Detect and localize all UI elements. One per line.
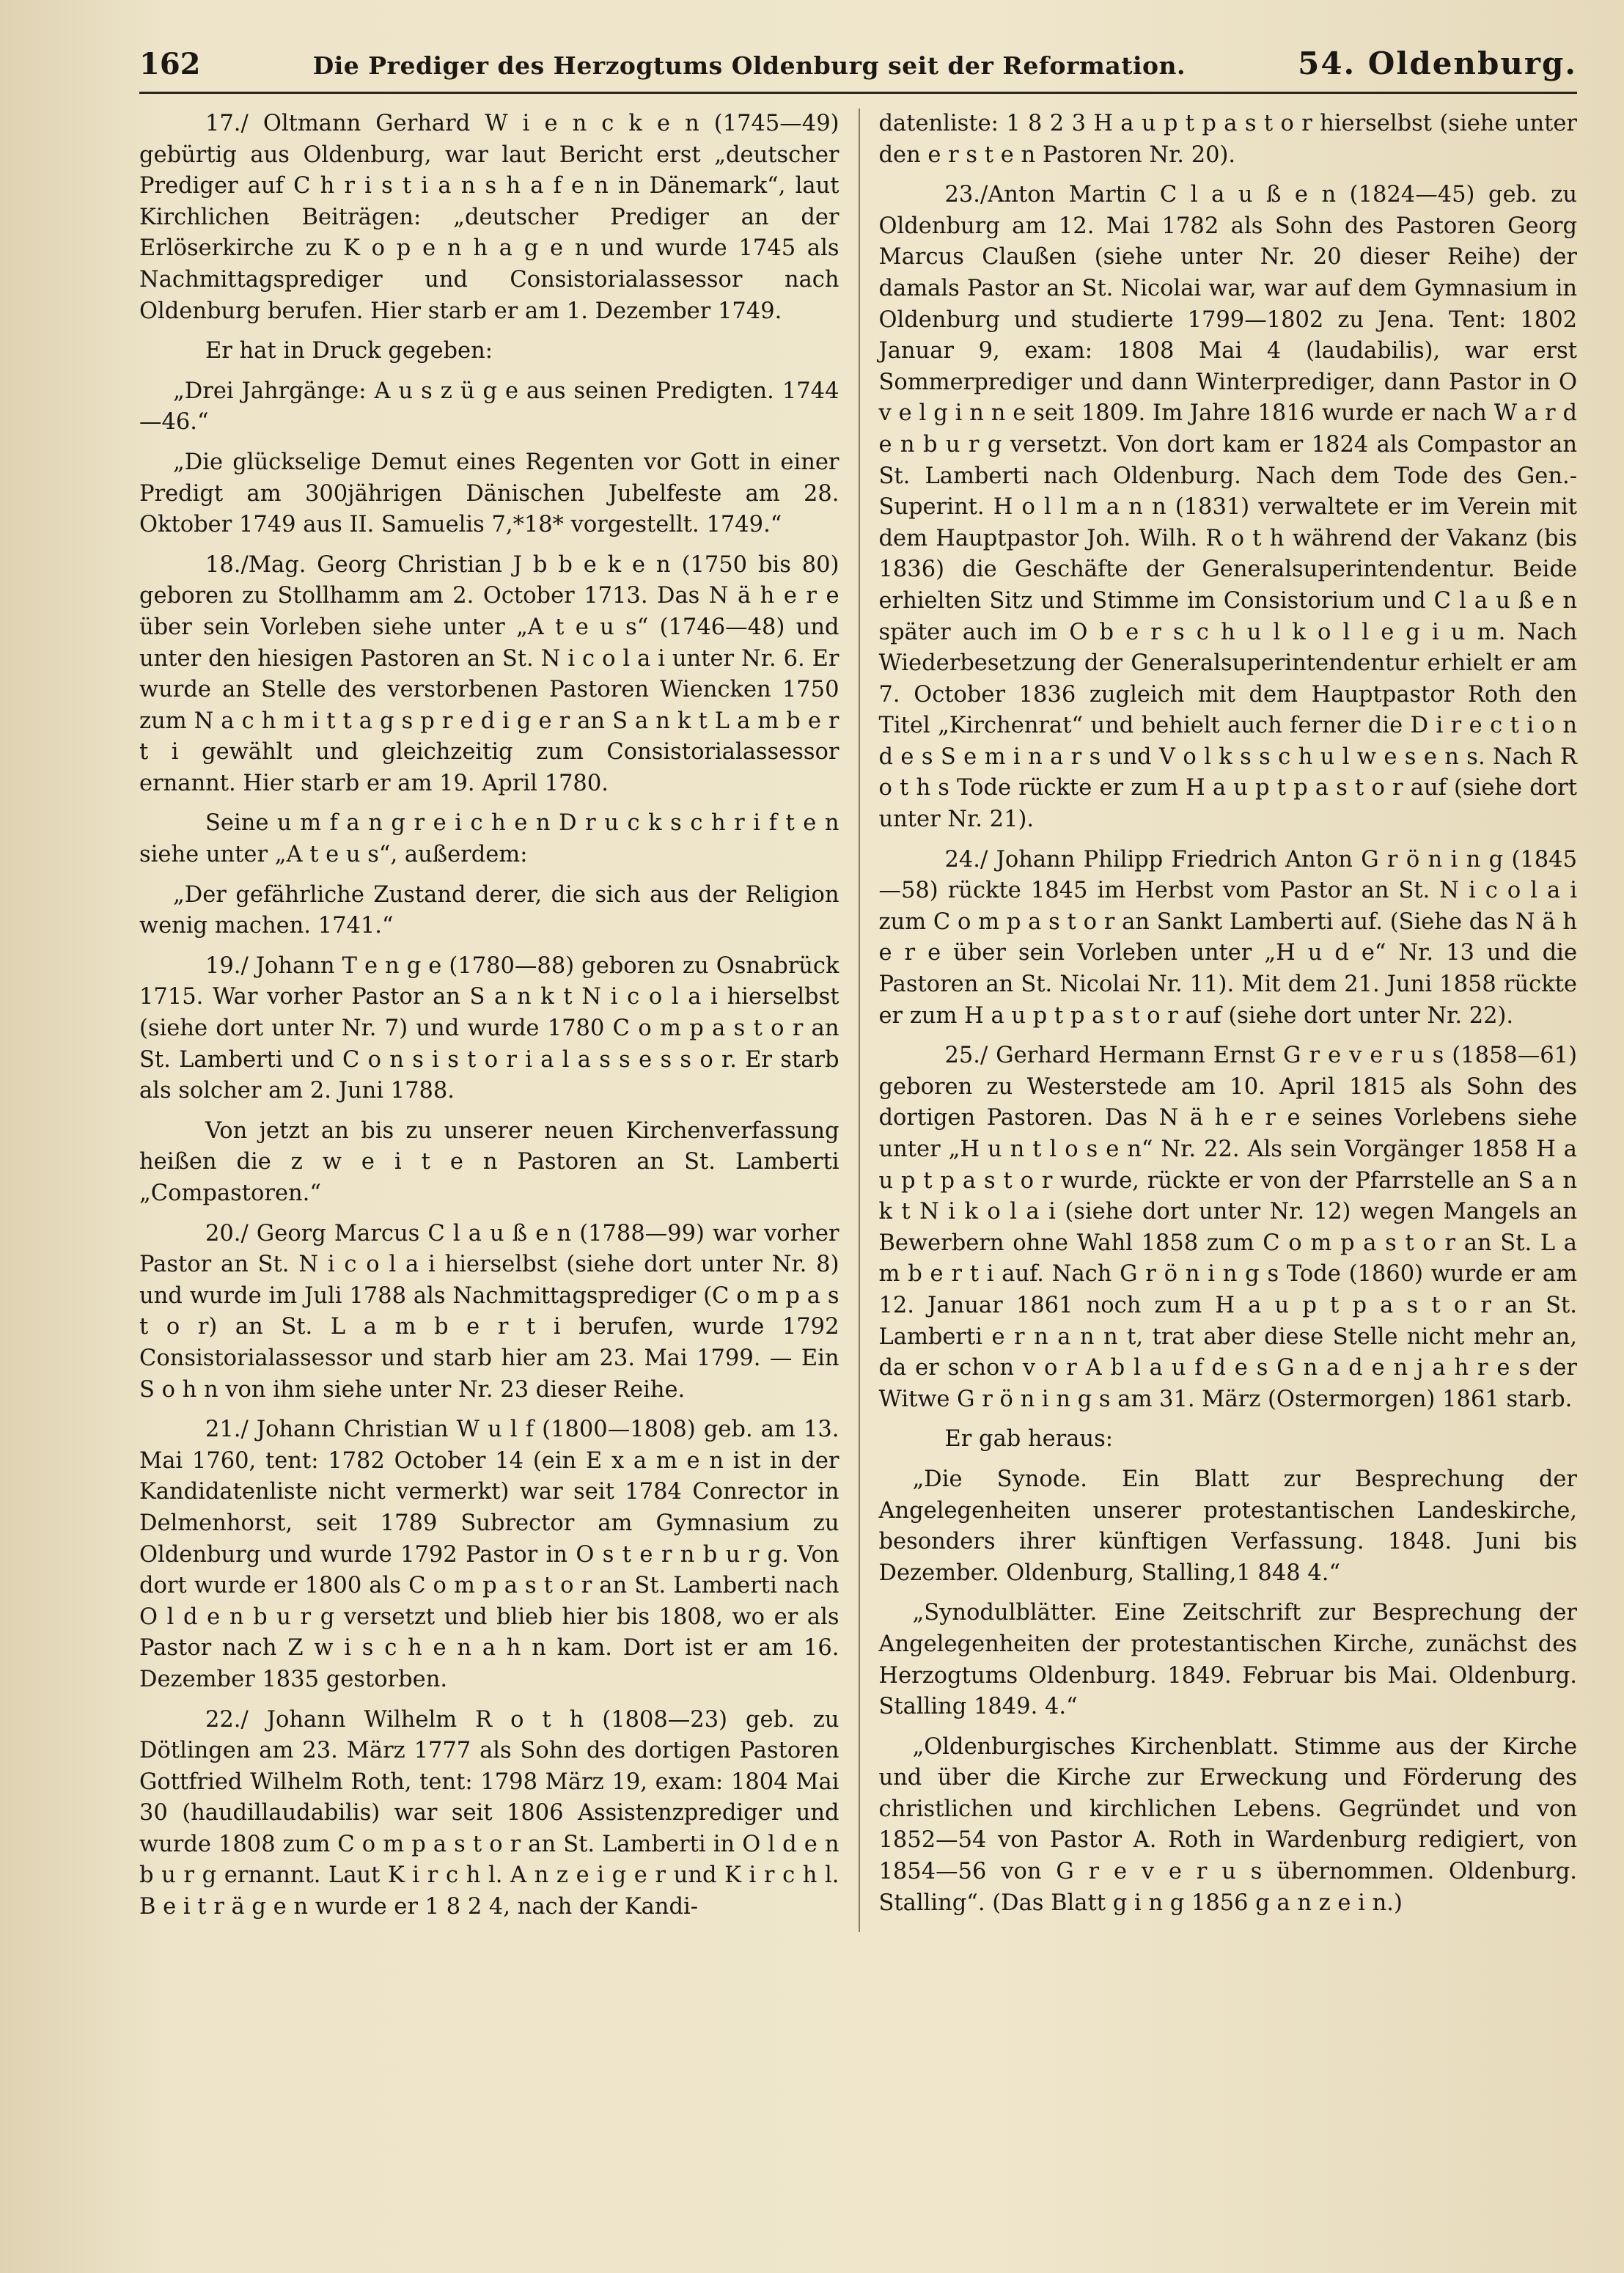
paragraph: 19./ Johann T e n g e (1780—88) geboren zu Osnabrück 1715. War vorher Pastor an S a n k t N i c o l a i hierselbst (siehe dort unter Nr. 7) und wurde 1780 C o m p a s t o r an St. Lamberti und C o n s i s t o r i a l a s s e s s o r. Er starb als solcher am 2. Juni 1788. (139, 952, 839, 1104)
section-title: 54. Oldenburg. (1298, 45, 1577, 81)
quoted-title: „Oldenburgisches Kirchenblatt. Stimme aus der Kirche und über die Kirche zur Erweckung und Förderung des christlichen und kirchlichen Lebens. Gegründet und von 1852—54 von Pastor A. Roth in Wardenburg redigiert, von 1854—56 von G r e v e r u s übernommen. Oldenburg. Stalling“. (Das Blatt g i n g 1856 g a n z e i n.) (878, 1733, 1577, 1916)
right-column (859, 109, 1578, 1932)
text-columns (139, 109, 1577, 1932)
quoted-title: „Der gefährliche Zustand derer, die sich aus der Religion wenig machen. 1741.“ (139, 881, 839, 939)
paragraph: 20./ Georg Marcus C l a u ß e n (1788—99) war vorher Pastor an St. N i c o l a i hierselbst (siehe dort unter Nr. 8) und wurde im Juli 1788 als Nachmittagsprediger (C o m p a s t o r) an St. L a m b e r t i berufen, wurde 1792 Consistorialassessor und starb hier am 23. Mai 1799. — Ein S o h n von ihm siehe unter Nr. 23 dieser Reihe. (139, 1220, 839, 1403)
paragraph: 21./ Johann Christian W u l f (1800—1808) geb. am 13. Mai 1760, tent: 1782 October 14 (ein E x a m e n ist in der Kandidatenliste nicht vermerkt) war seit 1784 Conrector in Delmenhorst, seit 1789 Subrector am Gymnasium zu Oldenburg und wurde 1792 Pastor in O s t e r n b u r g. Von dort wurde er 1800 als C o m p a s t o r an St. Lamberti nach O l d e n b u r g versetzt und blieb hier bis 1808, wo er als Pastor nach Z w i s c h e n a h n kam. Dort ist er am 16. Dezember 1835 gestorben. (139, 1417, 839, 1692)
paragraph: 25./ Gerhard Hermann Ernst G r e v e r u s (1858—61) geboren zu Westerstede am 10. April 1815 als Sohn des dortigen Pastoren. Das N ä h e r e seines Vorlebens siehe unter „H u n t l o s e n“ Nr. 22. Als sein Vorgänger 1858 H a u p t p a s t o r wurde, rückte er von der Pfarrstelle an S a n k t N i k o l a i (siehe dort unter Nr. 12) wegen Mangels an Bewerbern ohne Wahl 1858 zum C o m p a s t o r an St. L a m b e r t i auf. Nach G r ö n i n g s Tode (1860) wurde er am 12. Januar 1861 noch zum H a u p t p a s t o r an St. Lamberti e r n a n n t, trat aber diese Stelle nicht mehr an, da er schon v o r A b l a u f d e s G n a d e n j a h r e s der Witwe G r ö n i n g s am 31. März (Ostermorgen) 1861 starb. (878, 1043, 1577, 1412)
paragraph: 24./ Johann Philipp Friedrich Anton G r ö n i n g (1845—58) rückte 1845 im Herbst vom Pastor an St. N i c o l a i zum C o m p a s t o r an Sankt Lamberti auf. (Siehe das N ä h e r e über sein Vorleben unter „H u d e“ Nr. 13 und die Pastoren an St. Nicolai Nr. 11). Mit dem 21. Juni 1858 rückte er zum H a u p t p a s t o r auf (siehe dort unter Nr. 22). (878, 846, 1577, 1029)
left-column (139, 109, 859, 1932)
paragraph: 17./ Oltmann Gerhard W i e n c k e n (1745—49) gebürtig aus Oldenburg, war laut Bericht erst „deutscher Prediger auf C h r i s t i a n s h a f e n in Dänemark“, laut Kirchlichen Beiträgen: „deutscher Prediger an der Erlöserkirche zu K o p e n h a g e n und wurde 1745 als Nachmittagsprediger und Consistorialassessor nach Oldenburg berufen. Hier starb er am 1. Dezember 1749. (139, 111, 839, 324)
quoted-title: „Drei Jahrgänge: A u s z ü g e aus seinen Predigten. 1744—46.“ (139, 378, 839, 436)
paragraph: datenliste: 1 8 2 3 H a u p t p a s t o r hierselbst (siehe unter den e r s t e n Pastoren Nr. 20). (878, 111, 1577, 168)
quoted-title: „Synodulblätter. Eine Zeitschrift zur Besprechung der Angelegenheiten der protestantischen Kirche, zunächst des Herzogtums Oldenburg. 1849. Februar bis Mai. Oldenburg. Stalling 1849. 4.“ (878, 1600, 1577, 1720)
running-title: Die Prediger des Herzogtums Oldenburg seit der Reformation. (312, 51, 1186, 80)
paragraph: Er hat in Druck gegeben: (205, 338, 493, 364)
paragraph: 18./Mag. Georg Christian J b b e k e n (1750 bis 80) geboren zu Stollhamm am 2. October 1713. Das N ä h e r e über sein Vorleben siehe unter „A t e u s“ (1746—48) und unter den hiesigen Pastoren an St. N i c o l a i unter Nr. 6. Er wurde an Stelle des verstorbenen Pastoren Wiencken 1750 zum N a c h m i t t a g s p r e d i g e r an S a n k t L a m b e r t i gewählt und gleichzeitig zum Consistorialassessor ernannt. Hier starb er am 19. April 1780. (139, 551, 839, 796)
paragraph: 22./ Johann Wilhelm R o t h (1808—23) geb. zu Dötlingen am 23. März 1777 als Sohn des dortigen Pastoren Gottfried Wilhelm Roth, tent: 1798 März 19, exam: 1804 Mai 30 (haudillaudabilis) war seit 1806 Assistenzprediger und wurde 1808 zum C o m p a s t o r an St. Lamberti in O l d e n b u r g ernannt. Laut K i r c h l. A n z e i g e r und K i r c h l. B e i t r ä g e n wurde er 1 8 2 4, nach der Kandi- (139, 1706, 839, 1920)
paragraph: Von jetzt an bis zu unserer neuen Kirchenverfassung heißen die z w e i t e n Pastoren an St. Lamberti „Compastoren.“ (139, 1117, 839, 1206)
quoted-title: „Die glückselige Demut eines Regenten vor Gott in einer Predigt am 300jährigen Dänischen Jubelfeste am 28. Oktober 1749 aus II. Samuelis 7,*18* vorgestellt. 1749.“ (139, 449, 839, 538)
paragraph: 23./Anton Martin C l a u ß e n (1824—45) geb. zu Oldenburg am 12. Mai 1782 als Sohn des Pastoren Georg Marcus Claußen (siehe unter Nr. 20 dieser Reihe) der damals Pastor an St. Nicolai war, war auf dem Gymnasium in Oldenburg und studierte 1799—1802 zu Jena. Tent: 1802 Januar 9, exam: 1808 Mai 4 (laudabilis), war erst Sommerprediger und dann Winterprediger, dann Pastor in O v e l g i n n e seit 1809. Im Jahre 1816 wurde er nach W a r d e n b u r g versetzt. Von dort kam er 1824 als Compastor an St. Lamberti nach Oldenburg. Nach dem Tode des Gen.-Superint. H o l l m a n n (1831) verwaltete er im Verein mit dem Hauptpastor Joh. Wilh. R o t h während der Vakanz (bis 1836) die Geschäfte der Generalsuperintendentur. Beide erhielten Sitz und Stimme im Consistorium und C l a u ß e n später auch im O b e r s c h u l k o l l e g i u m. Nach Wiederbesetzung der Generalsuperintendentur erhielt er am 7. October 1836 zugleich mit dem Hauptpastor Roth den Titel „Kirchenrat“ und behielt auch ferner die D i r e c t i o n d e s S e m i n a r s und V o l k s s c h u l w e s e n s. Nach R o t h s Tode rückte er zum H a u p t p a s t o r auf (siehe dort unter Nr. 21). (878, 182, 1577, 833)
page-number: 162 (139, 47, 201, 81)
paragraph: Seine u m f a n g r e i c h e n D r u c k s c h r i f t e n siehe unter „A t e u s“, außerdem: (139, 810, 839, 868)
page-header (139, 45, 1577, 94)
paragraph: Er gab heraus: (944, 1426, 1113, 1453)
quoted-title: „Die Synode. Ein Blatt zur Besprechung der Angelegenheiten unserer protestantischen Landeskirche, besonders ihrer künftigen Verfassung. 1848. Juni bis Dezember. Oldenburg, Stalling,1 848 4.“ (878, 1466, 1577, 1586)
